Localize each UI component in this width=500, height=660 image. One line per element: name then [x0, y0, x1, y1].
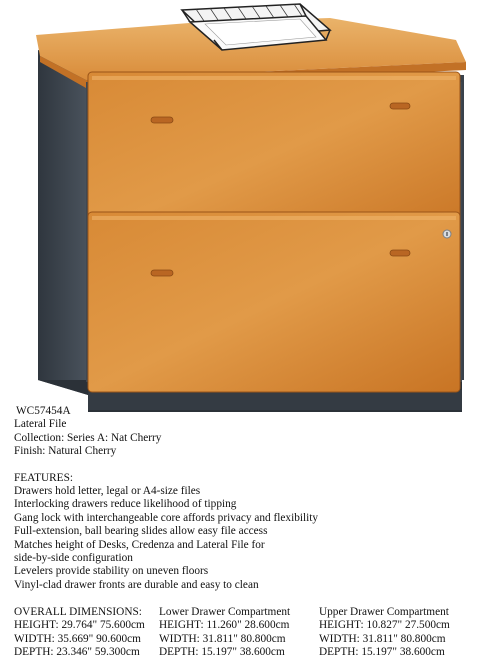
- product-sku: WC57454A: [16, 405, 71, 417]
- upper-drawer-right-handle: [390, 103, 410, 109]
- product-name: Lateral File: [14, 418, 67, 431]
- upper-height: HEIGHT: 10.827" 27.500cm: [319, 619, 450, 632]
- lower-heading: Lower Drawer Compartment: [159, 606, 291, 618]
- upper-drawer-left-handle: [151, 117, 173, 123]
- feature-item: Interlocking drawers reduce likelihood of tipping: [14, 498, 237, 511]
- overall-dimensions: [14, 606, 145, 660]
- lower-depth: DEPTH: 15.197" 38.600cm: [159, 646, 285, 659]
- feature-item: Full-extension, ball bearing slides allow easy file access: [14, 525, 268, 538]
- feature-item: Gang lock with interchangeable core affords privacy and flexibility: [14, 511, 319, 524]
- overall-width: WIDTH: 35.669" 90.600cm: [14, 632, 141, 645]
- upper-width: WIDTH: 31.811" 80.800cm: [319, 632, 446, 645]
- overall-height: HEIGHT: 29.764" 75.600cm: [14, 619, 145, 632]
- cabinet-side-panel: [38, 50, 88, 395]
- features-heading: FEATURES:: [14, 471, 74, 484]
- lower-drawer-right-handle: [390, 250, 410, 256]
- feature-item: Levelers provide stability on uneven floors: [14, 565, 209, 578]
- product-finish: Finish: Natural Cherry: [14, 445, 117, 458]
- lower-drawer-dimensions: [159, 606, 290, 660]
- upper-heading: Upper Drawer Compartment: [319, 606, 449, 618]
- product-collection: Collection: Series A: Nat Cherry: [14, 431, 162, 444]
- upper-drawer-dimensions: [319, 606, 450, 660]
- lower-height: HEIGHT: 11.260" 28.600cm: [159, 619, 290, 632]
- lower-width: WIDTH: 31.811" 80.800cm: [159, 632, 286, 645]
- overall-depth: DEPTH: 23.346" 59.300cm: [14, 646, 140, 659]
- product-info: [14, 405, 494, 592]
- upper-depth: DEPTH: 15.197" 38.600cm: [319, 646, 445, 659]
- lower-drawer-left-handle: [151, 270, 173, 276]
- overall-heading: OVERALL DIMENSIONS:: [14, 606, 142, 618]
- lower-drawer-front: [88, 212, 460, 392]
- feature-item: Matches height of Desks, Credenza and Lateral File for: [14, 538, 265, 551]
- feature-item: side-by-side configuration: [14, 552, 133, 565]
- feature-item: Vinyl-clad drawer fronts are durable and easy to clean: [14, 578, 259, 591]
- feature-item: Drawers hold letter, legal or A4-size files: [14, 485, 201, 498]
